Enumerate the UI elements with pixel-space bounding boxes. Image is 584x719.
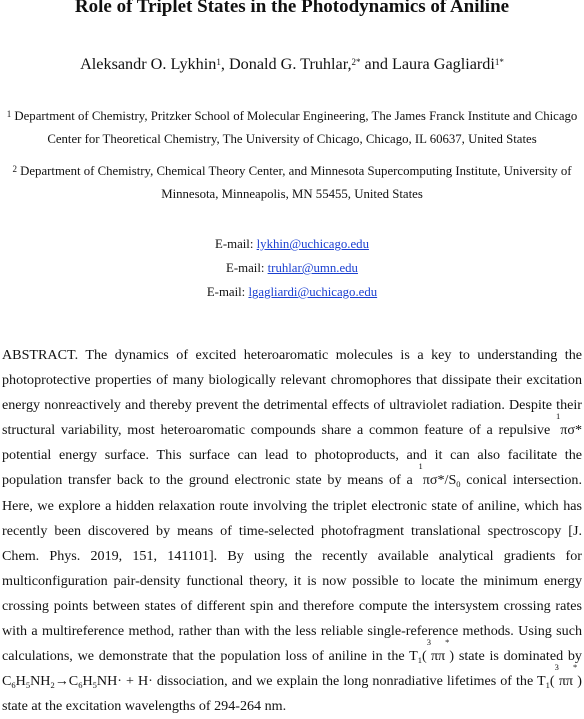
email-line: [0, 283, 584, 301]
affiliation-mark: 2: [12, 164, 17, 174]
abstract-text: ) state at the excitation wavelengths of 294-264 nm.: [2, 673, 582, 715]
affiliation-text: Department of Chemistry, Pritzker School of Molecular Engineering, The James Franck Institute and Chicago Center for Theoretical Chemistry, The University of Chicago, Chicago, IL 60637, United States: [11, 109, 578, 146]
subscript: 1: [545, 680, 550, 691]
abstract-text: NH· + H· dissociation, and we explain the long nonradiative lifetimes of the T: [96, 673, 546, 690]
author-list: [0, 53, 584, 75]
author-affiliation-mark: 1*: [494, 57, 504, 67]
email-line: [0, 259, 584, 277]
abstract-text: NH: [30, 673, 51, 690]
affiliation-2: [0, 160, 584, 206]
author-separator: ,: [220, 55, 229, 73]
subscript: 5: [25, 680, 31, 691]
subscript: 6: [11, 680, 16, 691]
abstract-text: (: [549, 673, 555, 690]
paper-title: Role of Triplet States in the Photodynamics of Aniline: [74, 0, 510, 17]
abstract-text: (: [421, 648, 427, 665]
superscript: *: [573, 662, 578, 673]
subscript: 0: [456, 479, 461, 490]
abstract-text: H: [82, 673, 93, 690]
email-line: [0, 235, 584, 253]
abstract-text: conical intersection. Here, we explore a hidden relaxation route involving the triplet electronic state of aniline, which has recently been discovered by means of time-selected photofragment translational spectroscopy [J. Chem. Phys. 2019, 151, 141101]. By using the recently available analytical gradients for multiconfiguration pair-density functional theory, it is now possible to locate the minimum energy crossing points between states of different spin and therefore compute the intersystem crossing rates with a multireference method, rather than with the less reliable single-reference methods. Using such calculations, we demonstrate that the population loss of aniline in the T: [2, 472, 582, 665]
email-link[interactable]: lgagliardi@uchicago.edu: [248, 285, 378, 299]
subscript: 1: [417, 655, 422, 666]
abstract-text: ππ: [430, 648, 446, 665]
email-label: E-mail:: [226, 261, 268, 275]
subscript: 6: [78, 680, 83, 691]
email-label: E-mail:: [206, 285, 249, 299]
author-affiliation-mark: 2*: [351, 57, 361, 67]
author-separator: and: [360, 55, 392, 73]
author-name: Aleksandr O. Lykhin: [80, 55, 217, 73]
superscript: 1: [555, 411, 561, 422]
author-name: Laura Gagliardi: [391, 55, 495, 73]
abstract-text: ) state is dominated by C: [2, 648, 582, 690]
subscript: 2: [50, 680, 55, 691]
superscript: 1: [418, 461, 423, 472]
abstract-text: πσ* potential energy surface. This surface can lead to photoproducts, and it can also facilitate the population transfer back to the ground electronic state by means of a: [2, 422, 582, 489]
email-link[interactable]: lykhin@uchicago.edu: [256, 237, 369, 251]
abstract-text: πσ*/S: [422, 472, 457, 489]
superscript: 3: [426, 637, 431, 648]
affiliation-text: Department of Chemistry, Chemical Theory Center, and Minnesota Supercomputing Institute, University of Minnesota, Minneapolis, MN 55455, United States: [16, 164, 572, 201]
subscript: 5: [92, 680, 97, 691]
author-affiliation-mark: 1: [216, 57, 221, 67]
email-link[interactable]: truhlar@umn.edu: [267, 261, 358, 275]
abstract-text: H: [15, 673, 26, 690]
email-label: E-mail:: [215, 237, 257, 251]
author-name: Donald G. Truhlar,: [228, 55, 352, 73]
superscript: *: [445, 637, 450, 648]
affiliation-mark: 1: [6, 109, 12, 119]
abstract-text: ABSTRACT. The dynamics of excited heteroaromatic molecules is a key to understanding the photoprotective properties of many biologically relevant chromophores that dissipate their excitation energy nonreactively and thereby prevent the detrimental effects of ultraviolet radiation. Despite their structural variability, most heteroaromatic compounds share a common feature of a repulsive: [2, 347, 582, 439]
abstract-text: →C: [54, 673, 79, 690]
abstract-text: ππ: [558, 673, 574, 690]
superscript: 3: [554, 662, 559, 673]
affiliation-1: [0, 105, 584, 151]
abstract-paragraph: [2, 343, 582, 719]
